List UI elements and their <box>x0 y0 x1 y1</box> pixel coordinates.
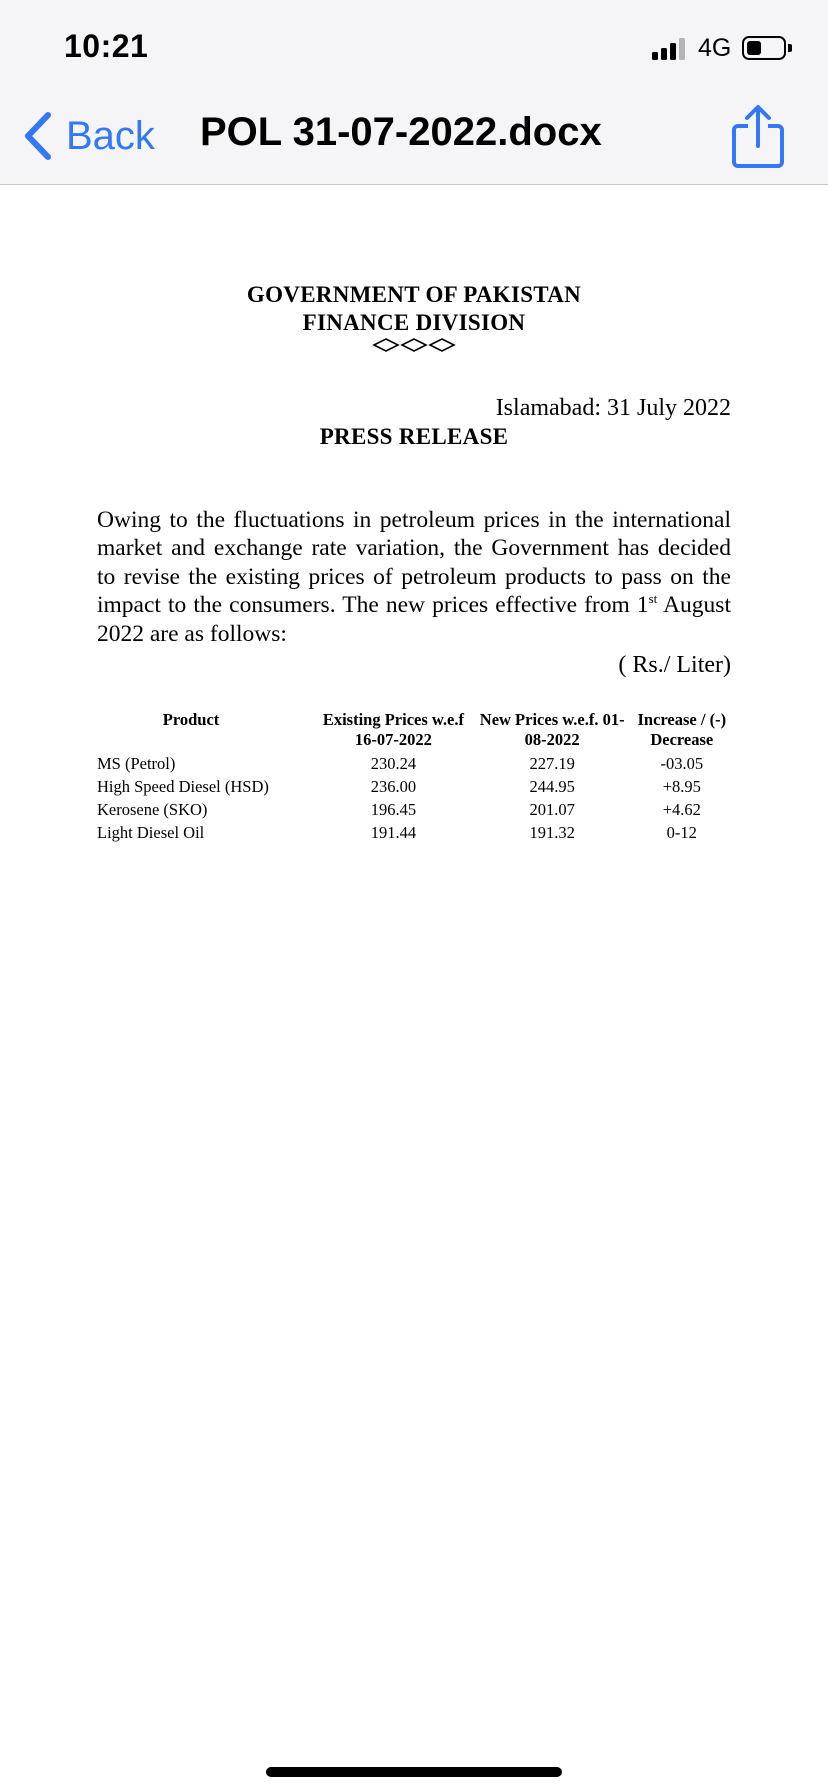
document-title: POL 31-07-2022.docx <box>200 110 602 154</box>
cell-change: +8.95 <box>662 777 701 796</box>
cell-new: 191.32 <box>529 823 575 842</box>
table-row <box>97 752 731 775</box>
back-label: Back <box>66 113 155 158</box>
table-header-row <box>97 730 731 752</box>
header-change: Increase / (-) <box>637 710 727 729</box>
cell-product: High Speed Diesel (HSD) <box>97 777 269 796</box>
header-product: Product <box>162 710 220 729</box>
navigation-header <box>0 0 828 185</box>
cell-product: MS (Petrol) <box>97 754 176 773</box>
header-new: New Prices w.e.f. 01- <box>479 710 625 729</box>
battery-cap <box>788 44 792 52</box>
body-text: Owing to the fluctuations in petroleum prices in the international market and exchange rate variation, the Government has decided to revise the existing prices of petroleum products to pass on the impact to the consumers. The new prices effective from 1 <box>97 506 731 618</box>
home-indicator[interactable] <box>266 1767 562 1777</box>
header-change-line2: Decrease <box>650 730 714 749</box>
cell-change: +4.62 <box>662 800 701 819</box>
share-icon[interactable] <box>730 104 786 168</box>
cellular-signal-icon <box>652 38 688 60</box>
cell-change: 0-12 <box>666 823 697 842</box>
header-new-date: 08-2022 <box>524 730 580 749</box>
network-type: 4G <box>698 34 732 62</box>
status-time: 10:21 <box>64 28 149 64</box>
unit-note: ( Rs./ Liter) <box>618 652 731 678</box>
chevron-left-icon <box>22 111 54 161</box>
table-row <box>97 775 731 798</box>
diamond-ornament-icon <box>0 338 828 357</box>
document-page <box>0 186 828 1746</box>
cell-existing: 196.45 <box>370 800 417 819</box>
press-release-heading: PRESS RELEASE <box>319 424 509 449</box>
cell-existing: 230.24 <box>370 754 417 773</box>
date-line: Islamabad: 31 July 2022 <box>495 395 731 421</box>
body-text-end: August 2022 are as follows: <box>97 592 731 647</box>
heading-government: GOVERNMENT OF PAKISTAN <box>246 282 582 307</box>
table-row <box>97 798 731 821</box>
heading-division: FINANCE DIVISION <box>302 310 526 335</box>
table-header-row <box>97 710 731 730</box>
header-existing: Existing Prices w.e.f <box>322 710 464 729</box>
body-paragraph <box>97 506 731 649</box>
cell-new: 201.07 <box>529 800 575 819</box>
cell-product: Kerosene (SKO) <box>97 800 208 819</box>
table-row <box>97 821 731 844</box>
battery-icon <box>742 36 786 60</box>
cell-existing: 191.44 <box>370 823 417 842</box>
ordinal-suffix: st <box>648 591 658 607</box>
price-table <box>97 710 731 844</box>
back-button[interactable] <box>22 108 155 164</box>
cell-product: Light Diesel Oil <box>97 823 205 842</box>
cell-change: -03.05 <box>660 754 704 773</box>
header-existing-date: 16-07-2022 <box>354 730 432 749</box>
header-product-line2 <box>97 730 315 752</box>
cell-new: 244.95 <box>529 777 575 796</box>
cell-new: 227.19 <box>529 754 575 773</box>
cell-existing: 236.00 <box>370 777 417 796</box>
